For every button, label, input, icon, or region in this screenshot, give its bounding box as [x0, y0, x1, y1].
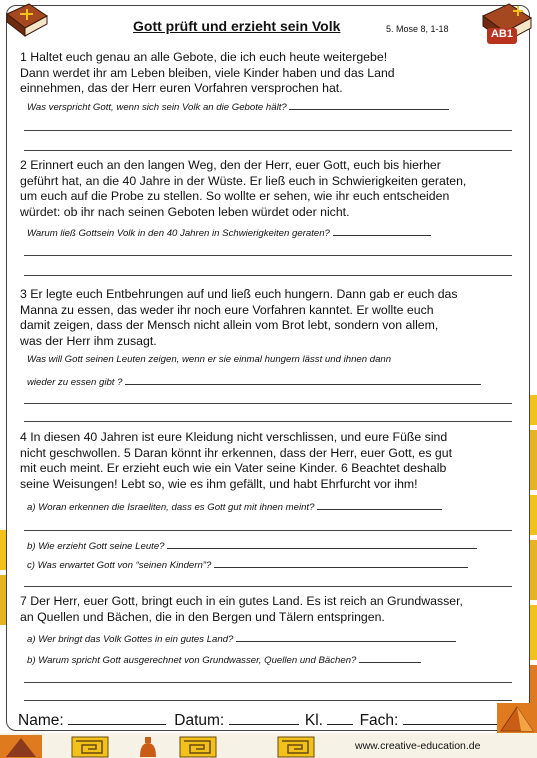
answer-line[interactable]	[24, 586, 512, 587]
passage-line: 2 Erinnert euch an den langen Weg, den der Herr, euer Gott, euch bis hierher	[20, 158, 441, 172]
question-5b	[27, 653, 421, 666]
subject-label: Fach:	[359, 712, 399, 729]
answer-line[interactable]	[24, 421, 512, 422]
bible-book-icon	[3, 2, 49, 42]
subject-field[interactable]	[403, 710, 497, 725]
answer-blank[interactable]	[214, 558, 468, 568]
answer-blank[interactable]	[333, 226, 431, 236]
passage-line: nicht geschwollen. 5 Daran könnt ihr erkennen, dass der Herr, euer Gott, es gut	[20, 445, 452, 460]
question-5a	[27, 632, 456, 645]
answer-line[interactable]	[24, 255, 512, 256]
publisher-link[interactable]: www.creative-education.de	[355, 740, 481, 752]
answer-blank[interactable]	[125, 375, 481, 385]
passage-line: würdet: ob ihr nach seinen Geboten leben würdet oder nicht.	[20, 204, 350, 219]
student-info-fields	[18, 710, 497, 730]
question-2	[27, 226, 431, 239]
passage-line: 3 Er legte euch Entbehrungen auf und ließ euch hungern. Dann gab er euch das	[20, 287, 458, 301]
question-text: a) Wer bringt das Volk Gottes in ein gutes Land?	[27, 634, 234, 645]
answer-blank[interactable]	[167, 539, 477, 549]
passage-line: Dann werdet ihr am Leben bleiben, viele Kinder haben und das Land	[20, 65, 395, 80]
class-label: Kl.	[304, 712, 323, 729]
passage-line: geführt hat, an die 40 Jahre in der Wüste. Er ließ euch in Schwierigkeiten geraten,	[20, 173, 467, 188]
question-4c	[27, 558, 468, 571]
answer-blank[interactable]	[236, 632, 456, 642]
question-text: wieder zu essen gibt ?	[27, 377, 123, 388]
question-text: c) Was erwartet Gott von “seinen Kindern”?	[27, 560, 212, 571]
answer-line[interactable]	[24, 275, 512, 276]
bible-book-icon	[477, 2, 535, 50]
passage-line: 1 Haltet euch genau an alle Gebote, die ich euch heute weitergebe!	[20, 50, 388, 64]
passage-line: seine Weisungen! Lebt so, wie es ihm gefällt, und habt Ehrfurcht vor ihm!	[20, 476, 418, 491]
passage-line: damit zeigen, dass der Mensch nicht allein vom Brot lebt, sondern von allem,	[20, 318, 439, 333]
passage-5	[20, 594, 532, 625]
answer-blank[interactable]	[289, 100, 449, 110]
answer-line[interactable]	[24, 150, 512, 151]
question-4a	[27, 500, 442, 513]
name-field[interactable]	[68, 710, 166, 725]
question-text: b) Wie erzieht Gott seine Leute?	[27, 541, 165, 552]
answer-line[interactable]	[24, 530, 512, 531]
date-field[interactable]	[229, 710, 299, 725]
question-text: a) Woran erkennen die Israeliten, dass es Gott gut mit ihnen meint?	[27, 502, 315, 513]
passage-line: 7 Der Herr, euer Gott, bringt euch in ein gutes Land. Es ist reich an Grundwasser,	[20, 594, 463, 608]
bible-reference: 5. Mose 8, 1-18	[386, 24, 449, 34]
question-1	[27, 100, 449, 113]
answer-blank[interactable]	[359, 653, 421, 663]
passage-3	[20, 287, 532, 349]
question-4b	[27, 539, 477, 552]
answer-line[interactable]	[24, 130, 512, 131]
pyramid-icon	[497, 703, 537, 733]
passage-4	[20, 430, 532, 492]
answer-line[interactable]	[24, 682, 512, 683]
passage-line: 4 In diesen 40 Jahren ist eure Kleidung nicht verschlissen, und eure Füße sind	[20, 430, 448, 444]
passage-line: um euch auf die Probe zu stellen. So wollte er sehen, wie ihr euch entscheiden	[20, 189, 450, 204]
answer-line[interactable]	[24, 700, 512, 701]
passage-line: mit euch meint. Er erzieht euch wie ein Vater seine Kinder. 6 Beachtet deshalb	[20, 461, 447, 476]
answer-line[interactable]	[24, 403, 512, 404]
question-text: b) Warum spricht Gott ausgerechnet von Grundwasser, Quellen und Bächen?	[27, 655, 357, 666]
question-text: Warum ließ Gottsein Volk in den 40 Jahren in Schwierigkeiten geraten?	[27, 228, 330, 239]
passage-line: Manna zu essen, das weder ihr noch eure Vorfahren kanntet. Er wollte euch	[20, 302, 434, 317]
page-title: Gott prüft und erzieht sein Volk	[133, 18, 341, 34]
name-label: Name:	[18, 712, 64, 729]
date-label: Datum:	[174, 712, 225, 729]
passage-line: an Quellen und Bächen, die in den Bergen und Tälern entspringen.	[20, 609, 385, 624]
passage-1	[20, 50, 532, 97]
passage-line: was der Herr ihm zusagt.	[20, 333, 157, 348]
question-3-line-2	[27, 375, 481, 388]
worksheet-badge: AB1	[490, 28, 513, 40]
answer-blank[interactable]	[317, 500, 442, 510]
question-text: Was will Gott seinen Leuten zeigen, wenn er sie einmal hungern lässt und ihnen dann	[27, 354, 392, 365]
class-field[interactable]	[327, 710, 353, 725]
question-3-line-1	[27, 354, 391, 365]
passage-2	[20, 158, 532, 220]
question-text: Was verspricht Gott, wenn sich sein Volk an die Gebote hält?	[27, 102, 287, 113]
passage-line: einnehmen, das der Herr euren Vorfahren versprochen hat.	[20, 81, 343, 96]
